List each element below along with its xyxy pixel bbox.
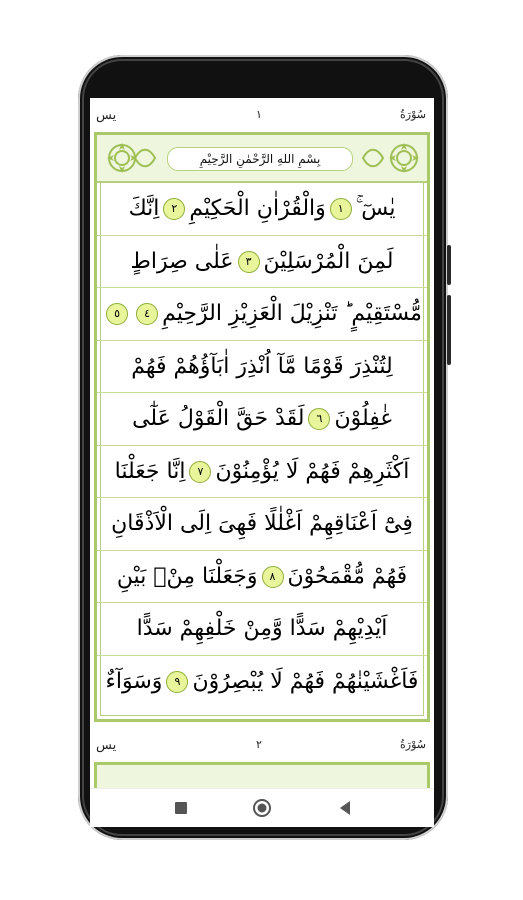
ayah-marker[interactable]: ٣	[238, 251, 260, 273]
verse-line[interactable]: لِتُنْذِرَ قَوْمًا مَّآ اُنْذِرَ اٰبَآؤُهُمْ فَهُمْ	[97, 341, 427, 394]
ayah-marker[interactable]: ٧	[189, 461, 211, 483]
verse-line[interactable]: اَكْثَرِهِمْ فَهُمْ لَا يُؤْمِنُوْنَ٧اِنَّا جَعَلْنَا	[97, 446, 427, 499]
next-mushaf-page[interactable]	[94, 762, 430, 788]
verse-line[interactable]: فَهُمْ مُّقْمَحُوْنَ٨وَجَعَلْنَا مِنْۢ بَيْنِ	[97, 551, 427, 604]
page-number: ٢	[256, 738, 262, 751]
power-button	[447, 295, 451, 365]
quran-reader-screen[interactable]	[90, 98, 434, 788]
next-page-header	[90, 738, 434, 758]
left-vine-icon	[133, 141, 157, 175]
verse-line[interactable]: لَمِنَ الْمُرْسَلِيْنَ٣عَلٰى صِرَاطٍ	[97, 236, 427, 289]
ayah-marker[interactable]: ٥	[106, 303, 128, 325]
verse-line[interactable]: غٰفِلُوْنَ٦لَقَدْ حَقَّ الْقَوْلُ عَلٰٓى	[97, 393, 427, 446]
ayah-marker[interactable]: ١	[330, 198, 352, 220]
verse-lines	[97, 183, 427, 708]
surah-label: سُوْرَةُ	[400, 108, 426, 121]
mushaf-page[interactable]	[94, 132, 430, 722]
surah-label: سُوْرَةُ	[400, 738, 426, 751]
right-ornament-icon	[387, 141, 421, 175]
verse-line[interactable]: اَيْدِيْهِمْ سَدًّا وَّمِنْ خَلْفِهِمْ سَدًّا	[97, 603, 427, 656]
back-icon[interactable]	[334, 797, 356, 819]
page-number: ١	[256, 108, 262, 121]
page-header	[90, 108, 434, 128]
verse-line[interactable]: فِیْٓ اَعْنَاقِهِمْ اَغْلٰلًا فَهِیَ اِلَى الْاَذْقَانِ	[97, 498, 427, 551]
verse-line[interactable]: فَاَغْشَيْنٰهُمْ فَهُمْ لَا يُبْصِرُوْنَ٩وَسَوَآءٌ	[105, 668, 419, 694]
home-icon[interactable]	[251, 797, 273, 819]
verse-line[interactable]: يٰسٓ ۚ١وَالْقُرْاٰنِ الْحَكِيْمِ٢اِنَّكَ	[97, 183, 427, 236]
ayah-marker[interactable]: ٢	[163, 198, 185, 220]
ayah-marker[interactable]: ٤	[136, 303, 158, 325]
verse-line[interactable]: مُّسْتَقِيْمٍ ؕ تَنْزِيْلَ الْعَزِيْزِ الرَّحِيْمِ٤٥	[97, 288, 427, 341]
volume-button	[447, 245, 451, 285]
right-vine-icon	[361, 141, 385, 175]
bismillah-text: بِسْمِ اللهِ الرَّحْمٰنِ الرَّحِيْمِ	[167, 147, 353, 171]
surah-name: يس	[96, 108, 117, 123]
ayah-marker[interactable]: ٨	[262, 566, 284, 588]
system-navigation-bar	[90, 788, 434, 827]
surah-name: يس	[96, 738, 117, 753]
recent-apps-icon[interactable]	[170, 797, 192, 819]
bismillah-band	[97, 135, 427, 183]
ayah-marker[interactable]: ٩	[166, 671, 188, 693]
ayah-marker[interactable]: ٦	[308, 408, 330, 430]
